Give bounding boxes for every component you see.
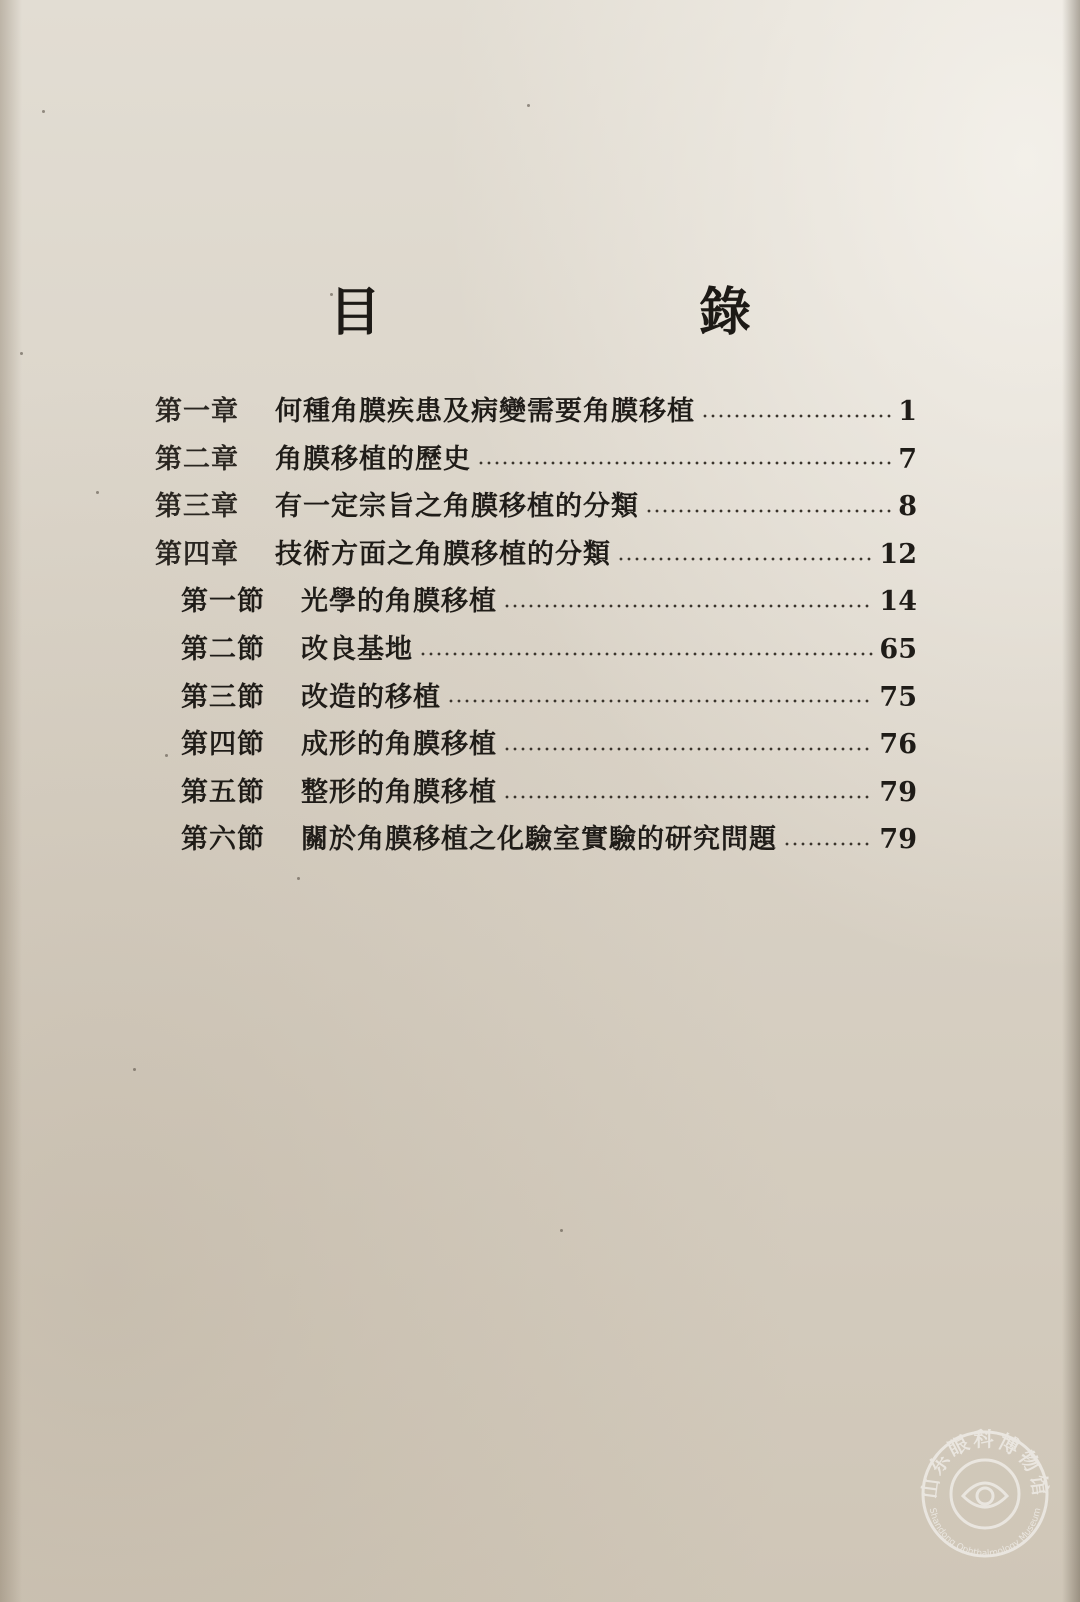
toc-entry-title: 改造的移植 <box>301 681 441 713</box>
toc-entry-label: 第四章 <box>155 538 239 570</box>
toc-section-row <box>155 816 917 864</box>
paper-speck <box>297 877 300 880</box>
paper-speck <box>42 110 45 113</box>
dot-leader <box>783 841 873 847</box>
toc-section-row <box>155 769 917 817</box>
dot-leader <box>617 556 873 562</box>
toc-page-number: 75 <box>879 681 917 713</box>
page-title: 目 錄 <box>328 282 902 343</box>
toc-section-row <box>155 674 917 722</box>
paper-speck <box>20 352 23 355</box>
toc-page-number: 79 <box>879 776 917 808</box>
toc-entry-label: 第三節 <box>181 681 265 713</box>
paper-speck <box>527 104 530 107</box>
toc-entry-label: 第三章 <box>155 491 239 523</box>
toc-page-number: 79 <box>879 824 917 856</box>
toc-entry-label: 第二節 <box>181 633 265 665</box>
dot-leader <box>503 746 873 752</box>
dot-leader <box>645 508 892 514</box>
toc-section-row <box>155 721 917 769</box>
dot-leader <box>503 794 873 800</box>
dot-leader <box>701 413 892 419</box>
museum-seal-logo <box>915 1422 1055 1562</box>
toc-entry-title: 關於角膜移植之化驗室實驗的研究問題 <box>301 824 777 856</box>
toc-entry-label: 第五節 <box>181 776 265 808</box>
toc-section-row <box>155 578 917 626</box>
paper-speck <box>560 1229 563 1232</box>
paper-speck <box>133 1068 136 1071</box>
page-fold-shadow-left <box>0 0 22 1602</box>
svg-text:Shandong Ophthalmology Museum: Shandong Ophthalmology Museum <box>926 1506 1044 1560</box>
toc-entry-title: 成形的角膜移植 <box>301 729 497 761</box>
toc-page-number: 65 <box>879 633 917 665</box>
dot-leader <box>503 603 873 609</box>
toc-entry-label: 第四節 <box>181 729 265 761</box>
toc-page-number: 12 <box>879 538 917 570</box>
toc-chapter-row <box>155 483 917 531</box>
toc-section-row <box>155 626 917 674</box>
toc-chapter-row <box>155 388 917 436</box>
toc-entry-title: 有一定宗旨之角膜移植的分類 <box>275 491 639 523</box>
table-of-contents <box>155 388 917 864</box>
toc-entry-label: 第一章 <box>155 396 239 427</box>
toc-entry-title: 何種角膜疾患及病變需要角膜移植 <box>275 396 695 427</box>
toc-entry-label: 第二章 <box>155 443 239 475</box>
toc-entry-title: 技術方面之角膜移植的分類 <box>275 538 611 570</box>
svg-text:山东眼科博物馆: 山东眼科博物馆 <box>917 1427 1053 1500</box>
toc-page-number: 76 <box>879 729 917 761</box>
toc-entry-title: 改良基地 <box>301 633 413 665</box>
toc-entry-title: 光學的角膜移植 <box>301 586 497 618</box>
page-fold-shadow-right <box>1062 0 1080 1602</box>
toc-page-number: 14 <box>879 586 917 618</box>
dot-leader <box>477 460 892 466</box>
toc-entry-title: 整形的角膜移植 <box>301 776 497 808</box>
toc-entry-label: 第六節 <box>181 824 265 856</box>
dot-leader <box>447 698 873 704</box>
dot-leader <box>419 651 873 657</box>
toc-page-number: 8 <box>898 491 917 523</box>
toc-page-number: 1 <box>898 396 917 427</box>
toc-page-number: 7 <box>898 443 917 475</box>
toc-chapter-row <box>155 436 917 484</box>
toc-entry-title: 角膜移植的歷史 <box>275 443 471 475</box>
paper-speck <box>96 491 99 494</box>
toc-chapter-row <box>155 531 917 579</box>
toc-entry-label: 第一節 <box>181 586 265 618</box>
